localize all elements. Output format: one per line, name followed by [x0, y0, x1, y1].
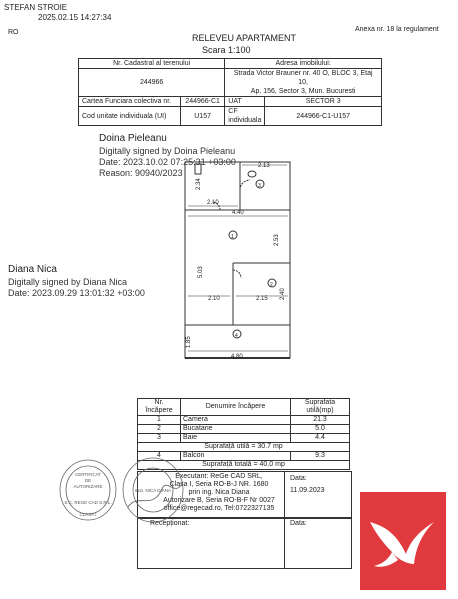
- uat-value: SECTOR 3: [265, 97, 382, 107]
- data-label-2: Data:: [290, 520, 307, 527]
- row-area: 4.4: [291, 434, 350, 443]
- row-name: Bucatarie: [181, 425, 291, 434]
- cadastral-table: [78, 58, 382, 126]
- room-1-number: 1: [231, 234, 234, 240]
- dim-4-80: 4.80: [231, 354, 243, 360]
- table-row: [138, 434, 350, 443]
- user-name: STEFAN STROIE: [4, 3, 68, 12]
- cf-individual-value: 244966-C1-U157: [265, 107, 382, 126]
- dim-2-15: 2.15: [256, 296, 268, 302]
- cadastral-number: 244966: [79, 69, 225, 97]
- row-nr: 3: [138, 434, 181, 443]
- header-nr: Nr. încăpere: [138, 399, 181, 416]
- cf-value: 244966-C1: [180, 97, 224, 107]
- dim-2-34: 2.34: [196, 178, 202, 190]
- cf-label: Cartea Funciara colectiva nr.: [79, 97, 181, 107]
- floor-plan: [180, 150, 300, 365]
- stamp-1-line-5: CLASA I: [79, 512, 97, 517]
- stamp-1-line-4: S.C. REGE CAD S.R.L.: [64, 500, 112, 505]
- timestamp: 2025.02.15 14:27:34: [38, 13, 112, 22]
- date-label: Data:: [290, 475, 307, 482]
- signer-1-name: Doina Pieleanu: [99, 133, 167, 144]
- row-name: Baie: [181, 434, 291, 443]
- ui-label: Cod unitate individuala (UI): [79, 107, 181, 126]
- country-code: RO: [8, 29, 19, 36]
- dim-2-10-bottom: 2.10: [208, 296, 220, 302]
- executant-line-1: Executant: ReGe CAD SRL,: [175, 473, 263, 480]
- address-header: Adresa imobilului:: [225, 59, 382, 69]
- dim-5-03: 5.03: [198, 266, 204, 278]
- executant-line-2: Clasa I, Seria RO-B-J NR. 1680: [169, 481, 269, 488]
- dim-2-10-top: 2.10: [207, 200, 219, 206]
- executant-line-3: prin ing. Nica Diana: [188, 489, 250, 496]
- row-area: 5.0: [291, 425, 350, 434]
- row-nr: 1: [138, 416, 181, 425]
- row-nr: 4: [138, 452, 181, 461]
- row-area: 21.3: [291, 416, 350, 425]
- dim-2-53: 2.53: [274, 234, 280, 246]
- row-name: Camera: [181, 416, 291, 425]
- date-value: 11.09.2023: [290, 487, 325, 494]
- scale-label: Scara 1:100: [202, 45, 251, 55]
- row-nr: 2: [138, 425, 181, 434]
- dim-4-40: 4.40: [232, 210, 244, 216]
- document-title: RELEVEU APARTAMENT: [192, 33, 297, 43]
- dim-1-85: 1.85: [186, 336, 192, 348]
- signer-2-name: Diana Nica: [8, 264, 57, 275]
- cf-individual-label: CF individuala: [225, 107, 265, 126]
- stamp-2-text: ING. NICA DIANA: [134, 488, 172, 493]
- signer-1-line-1: Digitally signed by Doina Pieleanu: [99, 146, 236, 156]
- header-denumire: Denumire încăpere: [181, 399, 291, 416]
- address-line-2: Ap. 156, Sector 3, Mun. Bucuresti: [250, 88, 356, 95]
- cadastral-header: Nr. Cadastral al terenului: [79, 59, 225, 69]
- room-3-number: 3: [258, 183, 261, 189]
- dove-logo: [348, 492, 448, 592]
- row-name: Balcon: [181, 452, 291, 461]
- ui-value: U157: [180, 107, 224, 126]
- useful-area-total: Suprafață utilă = 30.7 mp: [138, 443, 350, 452]
- signer-1-line-3: Reason: 90940/2023: [99, 168, 183, 178]
- annex-label: Anexa nr. 18 la regulament: [355, 26, 439, 33]
- stamp-1: [60, 460, 116, 520]
- signer-2-line-1: Digitally signed by Diana Nica: [8, 277, 128, 287]
- stamp-1-line-3: AUTORIZARE: [73, 484, 103, 489]
- uat-label: UAT: [225, 97, 265, 107]
- executant-line-5: office@regecad.ro, Tel:0722327135: [163, 505, 275, 512]
- stamp-1-line-1: CERTIFICAT: [74, 472, 102, 477]
- receptionat-label: Recepționat:: [150, 520, 190, 527]
- handwritten-signature: [128, 482, 183, 507]
- address-line-1: Strada Victor Brauner nr. 40 O, BLOC 3, Etaj 10,: [233, 70, 373, 86]
- dim-2-40: 2.40: [280, 288, 286, 300]
- table-row: [138, 416, 350, 425]
- executant-line-4: Autorizare B, Seria RO-B-F Nr 0027: [163, 497, 275, 504]
- table-row: [138, 425, 350, 434]
- dim-2-13: 2.13: [258, 163, 270, 169]
- grand-total: Suprafață totală = 40.0 mp: [138, 461, 350, 470]
- signer-1-line-2: Date: 2023.10.02 07:25:31 +03:00: [99, 157, 236, 167]
- stamp-1-line-2: DE: [84, 478, 92, 483]
- signer-2-line-2: Date: 2023.09.29 13:01:32 +03:00: [8, 288, 145, 298]
- room-2-number: 2: [270, 282, 273, 288]
- stamps: [58, 452, 193, 527]
- room-4-number: 4: [235, 333, 238, 339]
- header-area: Suprafata utilă(mp): [291, 399, 350, 416]
- row-area: 9.3: [291, 452, 350, 461]
